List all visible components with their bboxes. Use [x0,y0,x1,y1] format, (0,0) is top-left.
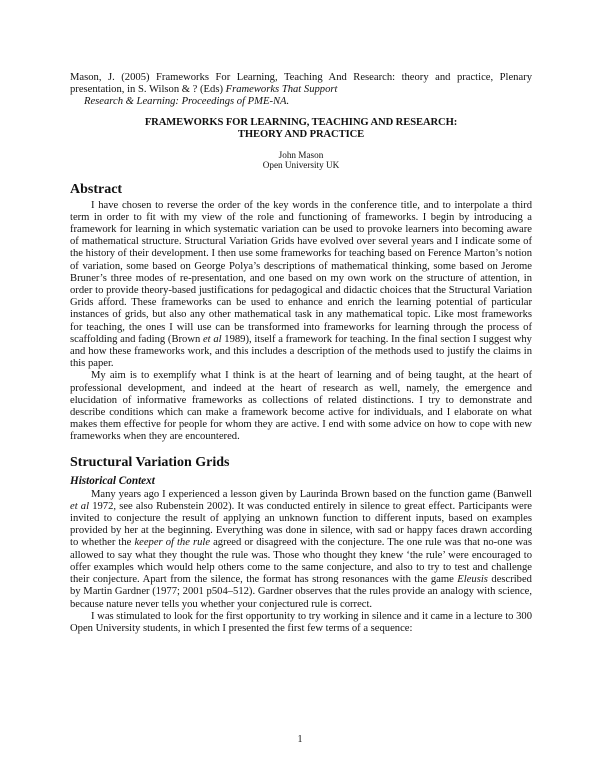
section-heading: Structural Variation Grids [70,454,230,470]
section-paragraph-1 [70,489,532,611]
author-affiliation: Open University UK [262,160,340,171]
citation-proceedings-cont: Research & Learning: Proceedings of PME-NA. [84,96,290,108]
section-p1-text-a: Many years ago I experienced a lesson given by Laurinda Brown based on the function game (Banwell [91,488,532,500]
page-content [70,72,532,635]
title-line-1: FRAMEWORKS FOR LEARNING, TEACHING AND RESEARCH: [144,116,458,128]
section-p1-italic-3: Eleusis [457,574,488,586]
paper-title [70,117,532,141]
abstract-paragraph-1 [70,200,532,371]
section-p1-text-c: agreed or disagreed with the conjecture. The one rule was that no-one was allowed to say what they thought the rule was. Those who thought they knew ‘the rule’ were encouraged to offer examples which would help others come to the same conjecture, and also to try to test and challenge their conjecture. Apart from the silence, the format has strong resonances with the game [70,537,533,586]
abstract-p1-text-a: I have chosen to reverse the order of the key words in the conference title, and to interpolate a third term in order to fit with my view of the role and functioning of frameworks. I begin by introducing a framework for learning in which systematic variation can be used to provoke learners into becoming aware of mathematical structure. Structural Variation Grids have evolved over several years and I indicate some of the history of their development. I then use some frameworks for teaching based on Ference Marton’s notion of variation, some based on George Polya’s descriptions of mathematical thinking, some based on Jerome Bruner’s three modes of re-presentation, and one based on my own work on the structure of attention, in order to provide theory-based justifications for pedagogical and didactic choices that the Structural Variation Grids afford. These frameworks can be used to enhance and enrich the learning potential of particular instances of grids, but also any other mathematical task in any mathematical topic. Like most frameworks for teaching, the ones I will use can be transformed into frameworks for learning through the process of scaffolding and fading (Brown [70,199,532,345]
section-paragraph-2: I was stimulated to look for the first opportunity to try working in silence and it came in a lecture to 300 Open University students, in which I presented the first few terms of a sequence: [70,610,533,634]
subsection-heading: Historical Context [70,474,155,487]
author-name: John Mason [278,149,324,160]
title-line-2: THEORY AND PRACTICE [237,128,365,140]
abstract-p1-italic: et al [202,333,222,345]
section-p1-text-d: described by Martin Gardner (1977; 2001 p504–512). Gardner observes that the rules provide an analogy with science, because nature never tells you whether your conjectured rule is correct. [70,574,532,610]
author-block [70,150,532,171]
citation-text: Mason, J. (2005) Frameworks For Learning, Teaching And Research: theory and practice, Plenary presentation, in S. Wilson & ? (Eds) [70,72,532,96]
citation-proceedings: Frameworks That Support [225,84,338,96]
citation [70,72,532,109]
abstract-p1-text-b: 1989), itself a framework for teaching. In the final section I suggest why and how these frameworks work, and this includes a description of the methods used to justify the claims in this paper. [70,333,532,370]
section-p1-italic-2: keeper of the rule [134,537,211,549]
page-number: 1 [297,734,303,745]
abstract-heading: Abstract [70,181,123,197]
abstract-paragraph-2: My aim is to exemplify what I think is at the heart of learning and of being taught, at the heart of professional development, and indeed at the heart of research as well, namely, the emergence and elucidation of informative frameworks as collections of related distinctions. I try to demonstrate and describe conditions which can make a framework become active for individuals, and I elaborate on what makes them effective for people for whom they are active. I end with some advice on how to cope with new frameworks when they are encountered. [70,370,532,443]
section-p1-text-b: 1972, see also Rubenstein 2002). It was conducted entirely in silence to great effect. Participants were invited to conjecture the result of applying an unknown function to different inputs, based on examples provided by her at the beginning. Everything was done in silence, with sad or happy faces drawn according to whether the [70,500,532,549]
section-p1-italic-1: et al [70,500,90,512]
